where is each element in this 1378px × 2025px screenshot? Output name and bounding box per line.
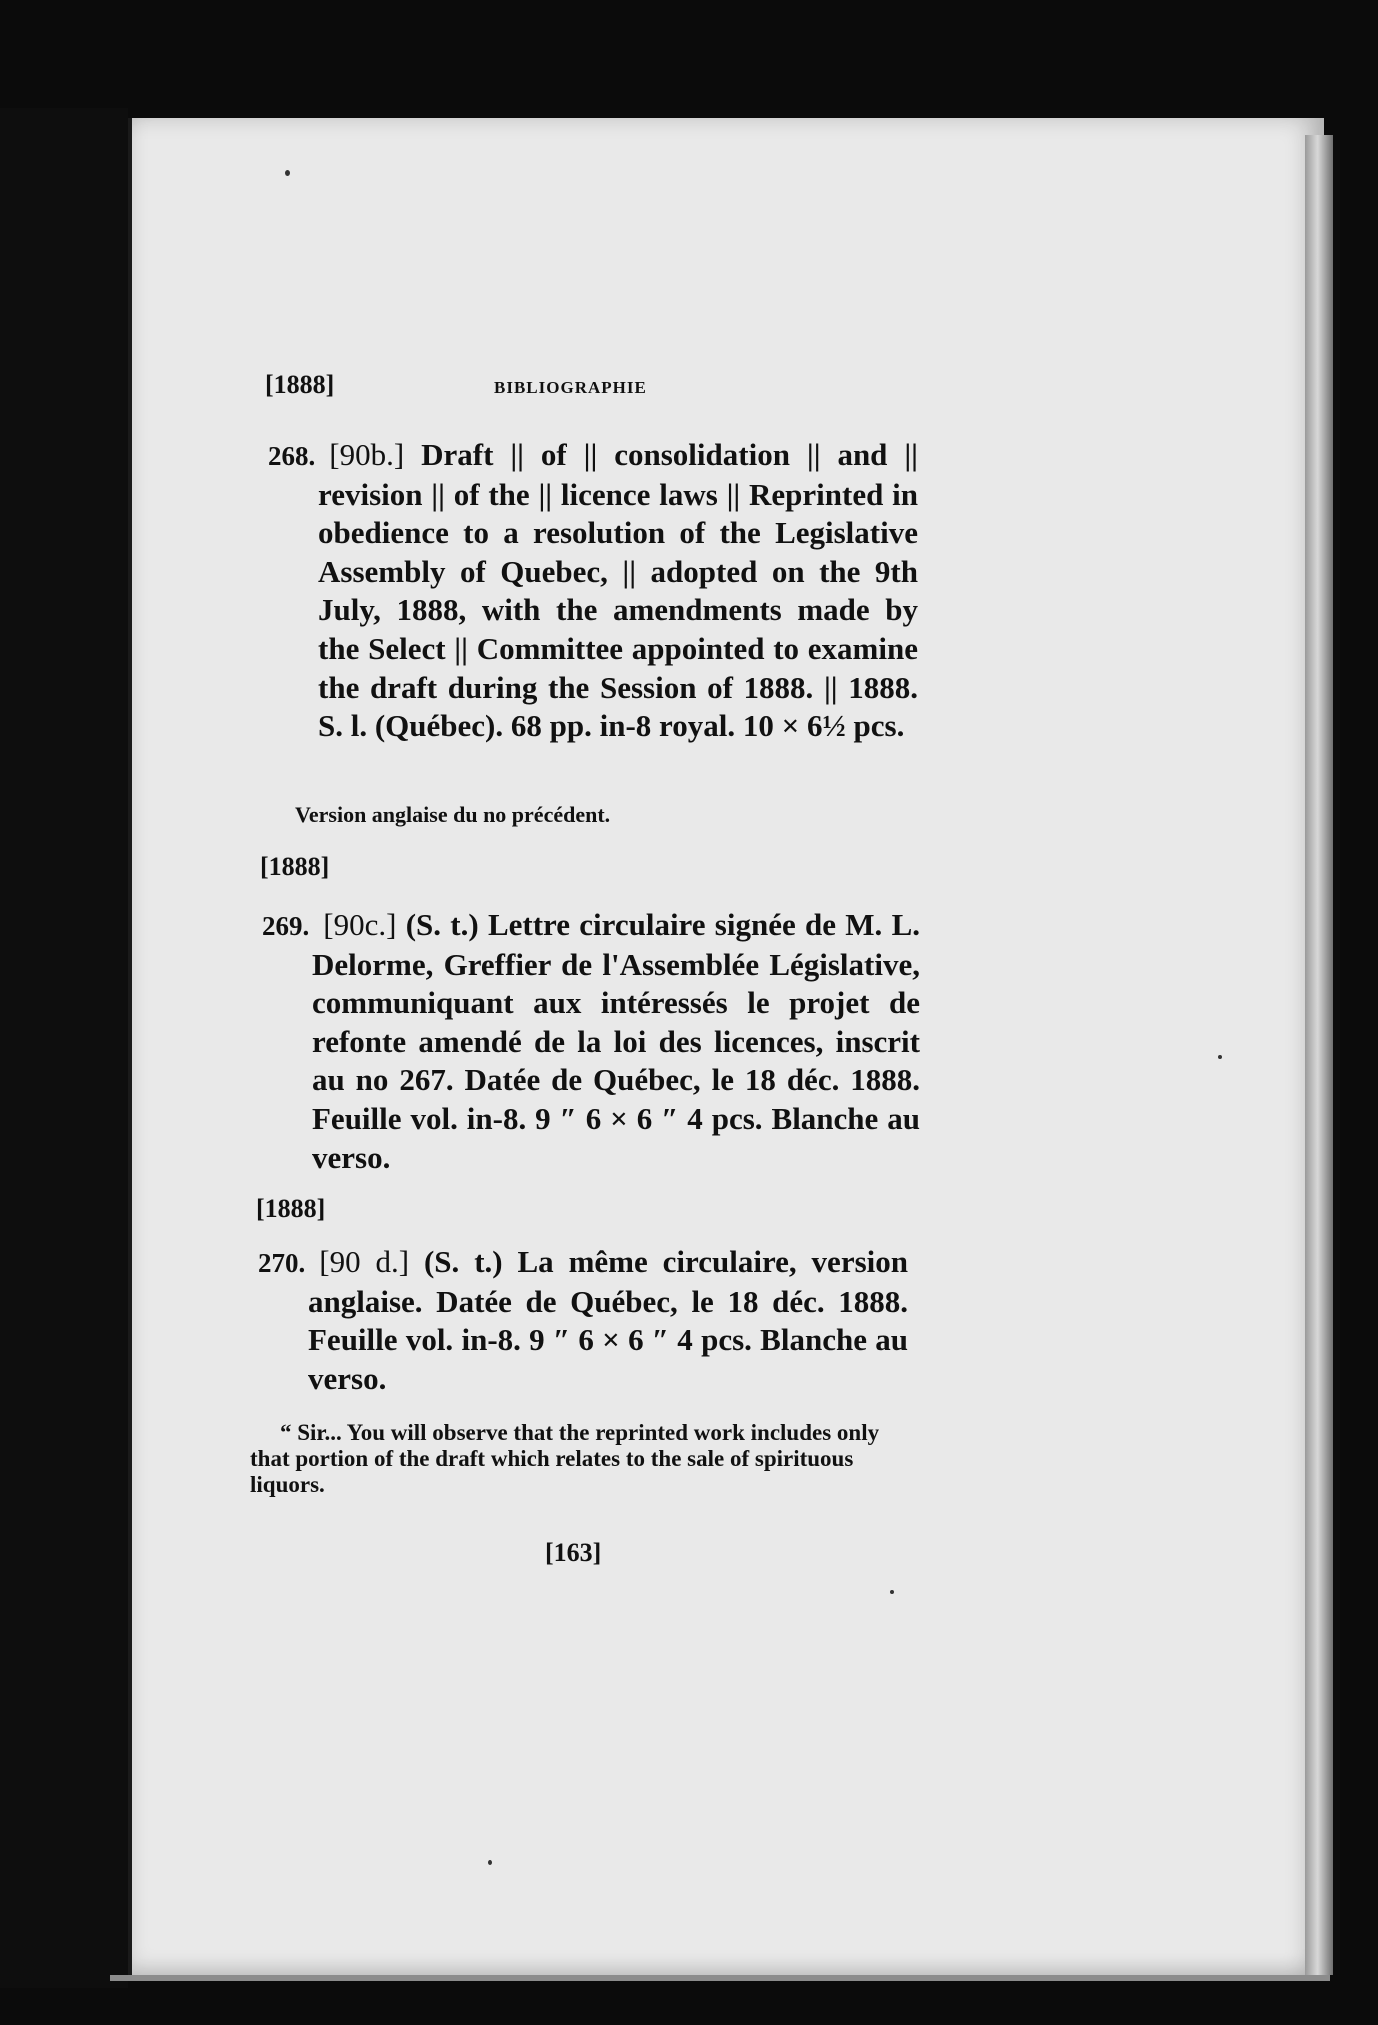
entry-body: Draft || of || consolidation || and || revision || of the || licence laws || Reprinted in obedience to a resolution of the Legislative Assembly of Quebec, || adopted on the 9th July, 1888, with the amendments made by the Select || Committee appointed to examine the draft during the Session of 1888. || 1888. S. l. (Québec). 68 pp. in-8 royal. 10 × 6½ pcs. (318, 437, 919, 744)
entry-year: [1888] (256, 1194, 326, 1223)
entry-number: 269. (262, 911, 310, 941)
scan-speck (1218, 1055, 1222, 1059)
entry-quotation-note: “ Sir... You will observe that the reprinted work includes only that portion of the draft which relates to the sale of spirituous liquors. (250, 1420, 880, 1497)
entry-note: Version anglaise du no précédent. (295, 802, 611, 827)
entry-body: (S. t.) La même circulaire, version anglaise. Datée de Québec, le 18 déc. 1888. Feuille vol. in-8. 9 ″ 6 × 6 ″ 4 pcs. Blanche au verso. (308, 1244, 908, 1396)
entry-reference: [90 d.] (319, 1244, 410, 1279)
scan-speck (488, 1860, 492, 1865)
entry-269 (262, 906, 920, 1177)
running-header-year: [1888] (265, 370, 335, 399)
facing-page-shadow (0, 108, 128, 1988)
page-bottom-edge (110, 1975, 1330, 1981)
entry-reference: [90c.] (323, 907, 397, 942)
page-number: [163] (545, 1538, 602, 1567)
entry-270 (258, 1243, 908, 1398)
entry-268 (268, 436, 918, 746)
entry-year: [1888] (260, 852, 330, 881)
running-header-title: BIBLIOGRAPHIE (494, 378, 647, 397)
page-edge (1305, 135, 1333, 1975)
scan-speck (285, 170, 290, 176)
entry-body: (S. t.) Lettre circulaire signée de M. L. Delorme, Greffier de l'Assemblée Législative, communiquant aux intéressés le projet de refonte amendé de la loi des licences, inscrit au no 267. Datée de Québec, le 18 déc. 1888. Feuille vol. in-8. 9 ″ 6 × 6 ″ 4 pcs. Blanche au verso. (312, 907, 920, 1175)
entry-reference: [90b.] (329, 437, 405, 472)
entry-number: 270. (258, 1248, 306, 1278)
scan-speck (890, 1590, 894, 1594)
entry-number: 268. (268, 441, 316, 471)
